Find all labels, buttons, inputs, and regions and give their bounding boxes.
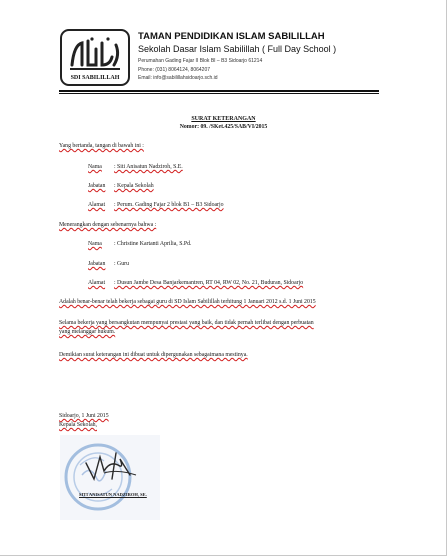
field-value: : Christine Kartanti Aprilia, S.Pd. bbox=[114, 241, 192, 247]
field-label: Nama bbox=[88, 241, 102, 247]
field-label: Alamat bbox=[88, 202, 106, 208]
opening-line: Yang bertanda, tangan di bawah ini : bbox=[59, 143, 144, 149]
stamp-signature-image bbox=[60, 435, 160, 520]
logo-caption: SDI SABILILLAH bbox=[70, 75, 120, 81]
place-date: Sidoarjo, 1 Juni 2015 bbox=[59, 413, 109, 419]
field-value: : Dusun Jambe Desa Banjarkemantren, RT 04, RW 02, No. 21, Buduran, Sidoarjo bbox=[114, 280, 304, 286]
field-label: Nama bbox=[88, 164, 102, 170]
field-value: : Siti Anisatun Nadziroh, S.E. bbox=[114, 164, 183, 170]
school-email: Email: info@sabilillahsidoarjo.sch.id bbox=[138, 75, 218, 81]
sign-title: Kepala Sekolah, bbox=[59, 422, 97, 428]
signatory-address-row bbox=[88, 202, 224, 208]
field-label: Jabatan bbox=[88, 261, 106, 267]
school-phone: Phone: (031) 8064124, 8064207 bbox=[138, 67, 211, 73]
field-value: : Perum. Gading Fajar 2 blok B1 – B3 Sidoarjo bbox=[114, 202, 224, 208]
foundation-name: TAMAN PENDIDIKAN ISLAM SABILILLAH bbox=[138, 31, 325, 42]
header-rule-thin bbox=[59, 93, 379, 94]
conduct-line-1: Selama bekerja yang bersangkutan mempunyai prestasi yang baik, dan tidak pernah terlibat dengan perbuatan bbox=[59, 320, 314, 326]
declares-line: Menerangkan dengan sebenarnya bahwa : bbox=[59, 222, 157, 228]
closing-line: Demikian surat keterangan ini dibuat untuk dipergunakan sebagaimana mestinya. bbox=[59, 352, 248, 358]
school-name: Sekolah Dasar Islam Sabilillah ( Full Day School ) bbox=[138, 44, 337, 54]
header-rule-thick bbox=[59, 90, 379, 92]
statement-line: Adalah benar-benar telah bekerja sebagai guru di SD Islam Sabilillah terhitung 1 Januari 2012 s.d. 1 Juni 2015 bbox=[59, 299, 316, 305]
field-value: : Kepala Sekolah bbox=[114, 183, 154, 189]
field-label: Alamat bbox=[88, 280, 106, 286]
letter-number: Nomor: 09. /SKet.425/SAB/VI/2015 bbox=[179, 124, 268, 130]
school-logo bbox=[60, 29, 130, 86]
conduct-line-2: yang melanggar hukum. bbox=[59, 329, 116, 335]
signatory-position-row bbox=[88, 183, 154, 189]
field-label: Jabatan bbox=[88, 183, 106, 189]
subject-name-row bbox=[88, 241, 191, 247]
field-value: : Guru bbox=[114, 261, 129, 267]
subject-position-row bbox=[88, 261, 129, 267]
letter-title: SURAT KETERANGAN bbox=[191, 116, 256, 122]
subject-address-row bbox=[88, 280, 303, 286]
signatory-name-row bbox=[88, 164, 183, 170]
signatory-printed-name: SITI ANISATUN NADZIROH, SE. bbox=[79, 492, 147, 497]
school-address: Perumahan Gading Fajar II Blok BI – B3 Sidoarjo 61214 bbox=[138, 58, 263, 64]
